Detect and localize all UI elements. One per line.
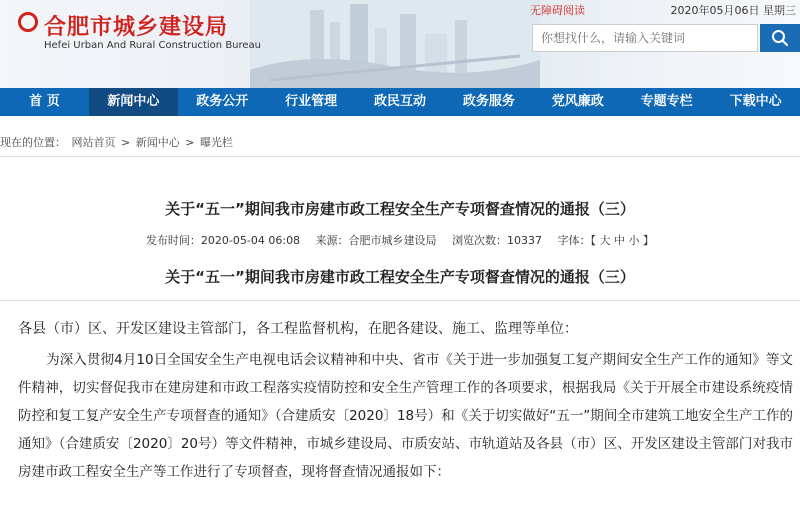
current-date: 2020年05月06日 星期三 [670,4,796,17]
divider [0,300,800,301]
breadcrumb-item-news[interactable]: 新闻中心 [135,136,180,149]
site-logo-title[interactable]: 合肥市城乡建设局 [44,15,229,40]
nav-item-news[interactable]: 新闻中心 [89,88,178,116]
article-meta [0,232,800,248]
nav-item-government-affairs[interactable]: 政务公开 [196,94,249,109]
nav-item-home[interactable]: 首 页 [29,94,60,109]
article-addressee: 各县（市）区、开发区建设主管部门，各工程监督机构，在肥各建设、施工、监理等单位： [18,321,578,337]
accessible-reading-link[interactable]: 无障碍阅读 [530,4,585,17]
site-logo-subtitle: Hefei Urban And Rural Construction Bureau [44,40,262,51]
breadcrumb-prefix: 现在的位置： [0,136,66,149]
font-size-switcher[interactable]: 字体：【 大 中 小 】 [557,234,655,247]
divider [0,156,800,157]
search-icon [771,29,789,47]
publish-time: 发布时间：2020-05-04 06:08 [145,234,301,247]
main-nav [0,88,800,116]
breadcrumb-item-home[interactable]: 网站首页 [71,136,116,149]
search-input[interactable] [532,24,758,52]
article-source: 来源：合肥市城乡建设局 [315,234,437,247]
nav-item-special-topics[interactable]: 专题专栏 [640,94,693,109]
breadcrumb-item-exposure[interactable]: 曝光栏 [199,136,233,149]
breadcrumb-separator: > [121,136,131,149]
nav-item-government-services[interactable]: 政务服务 [462,94,515,109]
article-paragraph [18,346,793,486]
article-paragraph-text: 为深入贯彻4月10日全国安全生产电视电话会议精神和中央、省市《关于进一步加强复工复产期间安全生产工作的通知》等文件精神，切实督促我市在建房建和市政工程落实疫情防控和安全生产管理工作的各项要求，根据我局《关于开展全市建设系统疫情防控和复工复产安全生产专项督查的通知》（合建质安〔2020〕18号）和《关于切实做好“五一”期间全市建筑工地安全生产工作的通知》（合建质安〔2020〕20号）等文件精神，市城乡建设局、市质安站、市轨道站及各县（市）区、开发区建设主管部门对我市房建市政工程安全生产等工作进行了专项督查，现将督查情况通报如下： [18,352,793,480]
nav-item-industry-management[interactable]: 行业管理 [285,94,338,109]
view-count: 浏览次数：10337 [452,234,543,247]
header-skyline-image [250,0,540,88]
article-title: 关于“五一”期间我市房建市政工程安全生产专项督查情况的通报（三） [165,200,635,218]
article-subtitle: 关于“五一”期间我市房建市政工程安全生产专项督查情况的通报（三） [165,268,635,286]
logo-icon [18,12,38,32]
site-header [0,0,800,88]
nav-item-downloads[interactable]: 下载中心 [729,94,782,109]
search-button[interactable] [760,24,800,52]
breadcrumb-separator: > [185,136,195,149]
nav-item-public-interaction[interactable]: 政民互动 [374,94,427,109]
breadcrumb [0,134,235,150]
nav-item-party-integrity[interactable]: 党风廉政 [551,94,604,109]
